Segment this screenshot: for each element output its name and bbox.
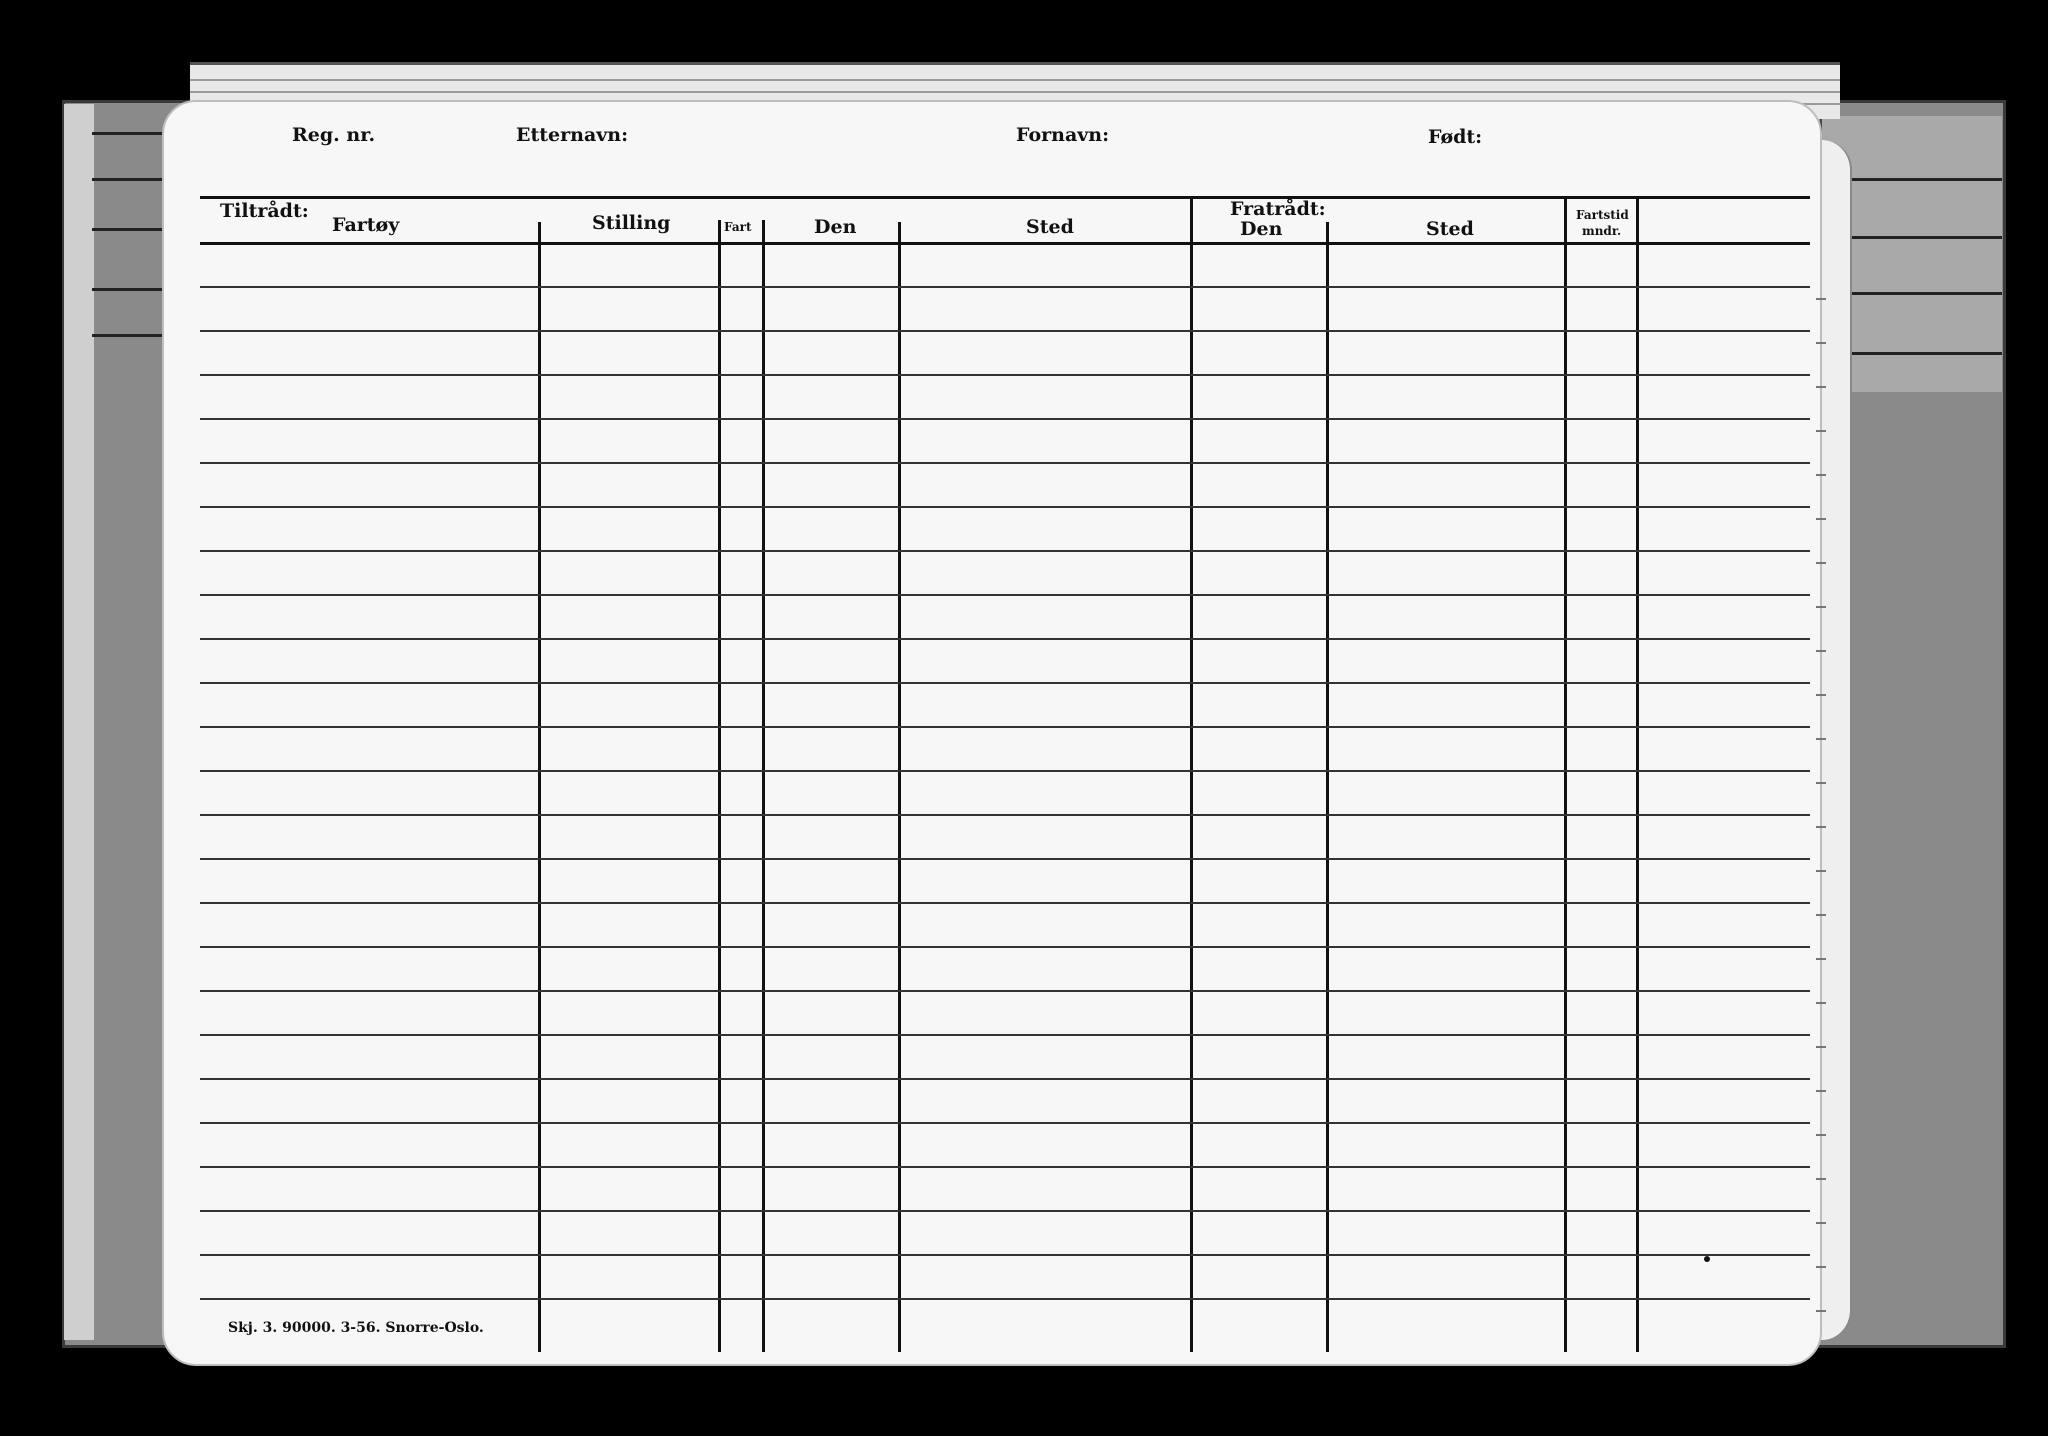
col-sted-2: Sted [1426, 218, 1474, 240]
col-divider-3 [762, 220, 765, 1352]
row-rule [200, 682, 1810, 684]
margin-tick [1816, 826, 1826, 828]
col-divider-7 [1564, 196, 1567, 1352]
margin-tick [1816, 474, 1826, 476]
row-rule [200, 1078, 1810, 1080]
col-mndr: mndr. [1582, 224, 1622, 238]
margin-tick [1816, 606, 1826, 608]
col-fartoy: Fartøy [332, 214, 400, 236]
col-den-1: Den [814, 216, 857, 238]
row-rule [200, 990, 1810, 992]
col-fartstid: Fartstid [1576, 208, 1629, 222]
row-rule [200, 902, 1810, 904]
row-rule [200, 374, 1810, 376]
margin-tick [1816, 518, 1826, 520]
row-rule [200, 506, 1810, 508]
row-rule [200, 1254, 1810, 1256]
row-rule [200, 946, 1810, 948]
printer-imprint: Skj. 3. 90000. 3-56. Snorre-Oslo. [228, 1320, 484, 1336]
margin-tick [1816, 1134, 1826, 1136]
margin-tick [1816, 870, 1826, 872]
record-card [162, 100, 1822, 1366]
ink-dot [1704, 1256, 1710, 1262]
row-rule [200, 1210, 1810, 1212]
row-rule [200, 1034, 1810, 1036]
row-rule [200, 770, 1810, 772]
margin-tick [1816, 958, 1826, 960]
col-sted-1: Sted [1026, 216, 1074, 238]
margin-tick [1816, 914, 1826, 916]
margin-tick [1816, 1266, 1826, 1268]
col-divider-1 [538, 222, 541, 1352]
margin-tick [1816, 342, 1826, 344]
margin-tick [1816, 298, 1826, 300]
margin-tick [1816, 1002, 1826, 1004]
col-fart: Fart [724, 220, 752, 234]
row-rule [200, 462, 1810, 464]
row-rule [200, 638, 1810, 640]
fratradt-label: Fratrådt: [1230, 198, 1326, 220]
row-rule [200, 1122, 1810, 1124]
margin-tick [1816, 1090, 1826, 1092]
margin-tick [1816, 694, 1826, 696]
margin-tick [1816, 430, 1826, 432]
row-rule [200, 1298, 1810, 1300]
margin-tick [1816, 386, 1826, 388]
margin-tick [1816, 562, 1826, 564]
table-top-rule [200, 196, 1810, 199]
col-stilling: Stilling [592, 212, 671, 234]
row-rule [200, 594, 1810, 596]
margin-tick [1816, 1178, 1826, 1180]
row-rule [200, 550, 1810, 552]
tiltradt-label: Tiltrådt: [220, 200, 309, 222]
row-rule [200, 286, 1810, 288]
row-rule [200, 814, 1810, 816]
row-rule [200, 726, 1810, 728]
folder-edge [64, 104, 94, 1340]
margin-tick [1816, 1046, 1826, 1048]
etternavn-label: Etternavn: [516, 124, 629, 146]
col-divider-2 [718, 220, 721, 1352]
margin-tick [1816, 650, 1826, 652]
table-header-rule [200, 242, 1810, 245]
row-rule [200, 418, 1810, 420]
row-rule [200, 330, 1810, 332]
fornavn-label: Fornavn: [1016, 124, 1110, 146]
col-divider-5 [1190, 196, 1193, 1352]
reg-nr-label: Reg. nr. [292, 124, 376, 146]
margin-tick [1816, 738, 1826, 740]
margin-tick [1816, 1222, 1826, 1224]
margin-tick [1816, 782, 1826, 784]
col-den-2: Den [1240, 218, 1283, 240]
row-rule [200, 1166, 1810, 1168]
row-rule [200, 858, 1810, 860]
col-divider-6 [1326, 222, 1329, 1352]
margin-tick [1816, 1310, 1826, 1312]
col-divider-4 [898, 222, 901, 1352]
fodt-label: Født: [1428, 126, 1483, 148]
col-divider-8 [1636, 196, 1639, 1352]
